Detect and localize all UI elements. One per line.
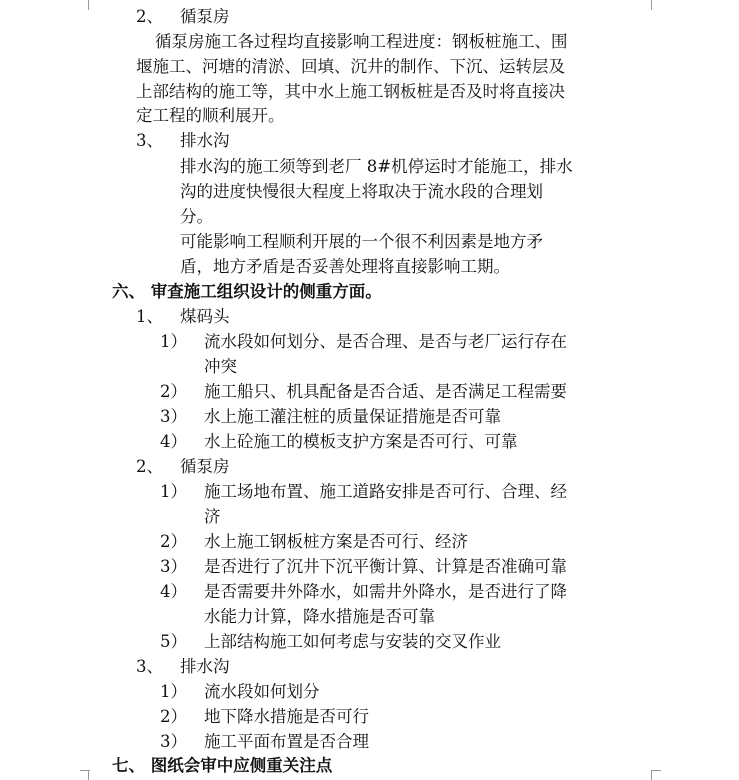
paragraph-line: 分。 [180, 207, 213, 226]
paragraph-line: 盾，地方矛盾是否妥善处理将直接影响工期。 [180, 257, 510, 276]
paragraph-line: 排水沟的施工须等到老厂 8#机停运时才能施工，排水 [180, 157, 573, 176]
sub-item-text: 施工船只、机具配备是否合适、是否满足工程需要 [204, 382, 567, 401]
item-number: 1、 [136, 307, 163, 326]
sub-number: 2） [160, 532, 187, 551]
item-number: 3、 [136, 657, 163, 676]
section-heading: 七、 图纸会审中应侧重关注点 [112, 756, 333, 775]
sub-number: 3） [160, 407, 187, 426]
sub-item-text: 水上砼施工的模板支护方案是否可行、可靠 [204, 432, 518, 451]
sub-number: 2） [160, 382, 187, 401]
sub-number: 4） [160, 432, 187, 451]
sub-number: 5） [160, 632, 187, 651]
item-title: 排水沟 [180, 657, 230, 676]
crop-mark [651, 770, 661, 771]
item-number: 2、 [136, 457, 163, 476]
item-number: 2、 [136, 7, 163, 26]
sub-number: 1） [160, 482, 187, 501]
sub-item-text: 水能力计算，降水措施是否可靠 [204, 607, 435, 626]
sub-item-text: 流水段如何划分、是否合理、是否与老厂运行存在 [204, 332, 567, 351]
item-title: 煤码头 [180, 307, 230, 326]
sub-number: 3） [160, 557, 187, 576]
crop-mark [88, 0, 89, 10]
crop-mark [651, 770, 652, 780]
section-heading: 六、 审查施工组织设计的侧重方面。 [112, 282, 382, 301]
sub-item-text: 是否需要井外降水，如需井外降水，是否进行了降 [204, 582, 567, 601]
sub-number: 1） [160, 682, 187, 701]
paragraph-line: 沟的进度快慢很大程度上将取决于流水段的合理划 [180, 182, 543, 201]
sub-number: 2） [160, 707, 187, 726]
paragraph-line: 可能影响工程顺利开展的一个很不利因素是地方矛 [180, 232, 543, 251]
sub-item-text: 施工场地布置、施工道路安排是否可行、合理、经 [204, 482, 567, 501]
sub-item-text: 济 [204, 507, 221, 526]
sub-item-text: 施工平面布置是否合理 [204, 732, 369, 751]
crop-mark [88, 770, 89, 780]
item-title: 排水沟 [180, 131, 230, 150]
sub-item-text: 地下降水措施是否可行 [204, 707, 369, 726]
sub-item-text: 上部结构施工如何考虑与安装的交叉作业 [204, 632, 501, 651]
paragraph-line: 定工程的顺利展开。 [136, 106, 285, 125]
item-title: 循泵房 [180, 457, 230, 476]
item-title: 循泵房 [180, 7, 230, 26]
paragraph-line: 上部结构的施工等，其中水上施工钢板桩是否及时将直接决 [136, 82, 565, 101]
paragraph-line: 循泵房施工各过程均直接影响工程进度：钢板桩施工、围 [155, 32, 568, 51]
sub-number: 1） [160, 332, 187, 351]
paragraph-line: 堰施工、河塘的清淤、回填、沉井的制作、下沉、运转层及 [136, 57, 565, 76]
crop-mark [651, 0, 652, 10]
sub-item-text: 水上施工钢板桩方案是否可行、经济 [204, 532, 468, 551]
sub-item-text: 水上施工灌注桩的质量保证措施是否可靠 [204, 407, 501, 426]
sub-number: 4） [160, 582, 187, 601]
sub-number: 3） [160, 732, 187, 751]
sub-item-text: 冲突 [204, 357, 237, 376]
item-number: 3、 [136, 131, 163, 150]
sub-item-text: 流水段如何划分 [204, 682, 320, 701]
sub-item-text: 是否进行了沉井下沉平衡计算、计算是否准确可靠 [204, 557, 567, 576]
